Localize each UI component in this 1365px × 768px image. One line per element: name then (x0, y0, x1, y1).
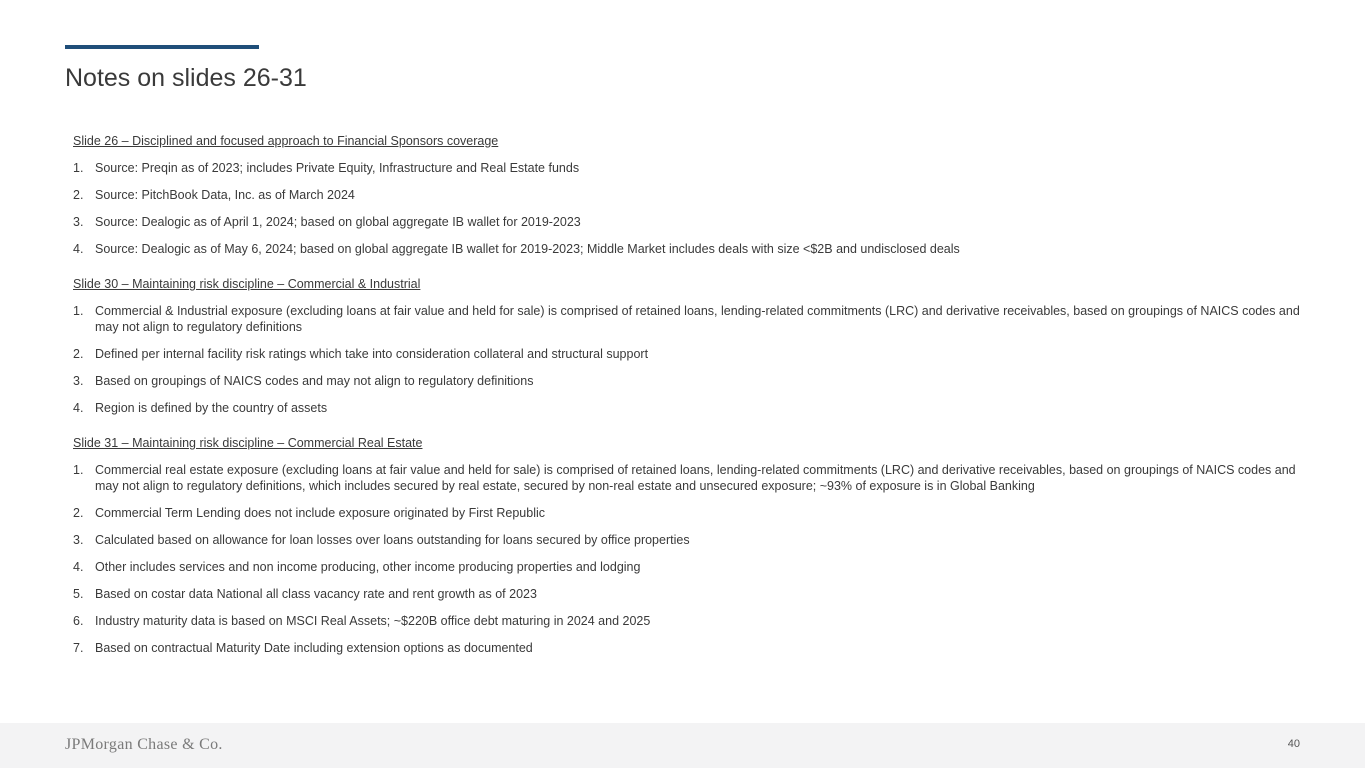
note-text: Calculated based on allowance for loan losses over loans outstanding for loans secured by office properties (95, 533, 690, 547)
note-item (73, 160, 1303, 176)
note-item (73, 187, 1303, 203)
section-heading: Slide 30 – Maintaining risk discipline – Commercial & Industrial (73, 277, 421, 291)
note-text: Based on contractual Maturity Date including extension options as documented (95, 641, 533, 655)
note-number: 3. (73, 374, 84, 388)
note-item (73, 532, 1303, 548)
note-number: 7. (73, 641, 84, 655)
note-item (73, 640, 1303, 656)
title-accent-rule (65, 45, 259, 49)
note-text: Source: Dealogic as of April 1, 2024; based on global aggregate IB wallet for 2019-2023 (95, 215, 581, 229)
note-text: Industry maturity data is based on MSCI Real Assets; ~$220B office debt maturing in 2024 and 2025 (95, 614, 651, 628)
footer-bar (0, 723, 1365, 768)
note-text: Commercial Term Lending does not include exposure originated by First Republic (95, 506, 545, 520)
note-item (73, 214, 1303, 230)
note-number: 4. (73, 242, 84, 256)
note-number: 3. (73, 533, 84, 547)
note-number: 3. (73, 215, 84, 229)
company-logo: JPMorgan Chase & Co. (65, 736, 223, 753)
note-text: Commercial & Industrial exposure (excluding loans at fair value and held for sale) is comprised of retained loans, lending-related commitments (LRC) and derivative receivables, based on groupings of NAICS codes and may not align to regulatory definitions (95, 304, 1300, 334)
note-text: Source: Dealogic as of May 6, 2024; based on global aggregate IB wallet for 2019-2023; Middle Market includes deals with size <$2B and undisclosed deals (95, 242, 960, 256)
note-item (73, 586, 1303, 602)
note-text: Other includes services and non income producing, other income producing properties and lodging (95, 560, 641, 574)
section-heading: Slide 26 – Disciplined and focused approach to Financial Sponsors coverage (73, 134, 499, 148)
note-text: Based on groupings of NAICS codes and may not align to regulatory definitions (95, 374, 534, 388)
notes-content (73, 133, 1303, 667)
notes-section-slide-30 (73, 276, 1303, 416)
note-number: 2. (73, 188, 84, 202)
note-item (73, 346, 1303, 362)
note-text: Region is defined by the country of assets (95, 401, 328, 415)
notes-section-slide-31 (73, 435, 1303, 656)
note-item (73, 559, 1303, 575)
note-number: 1. (73, 161, 84, 175)
note-item (73, 303, 1303, 335)
note-text: Based on costar data National all class vacancy rate and rent growth as of 2023 (95, 587, 537, 601)
note-text: Defined per internal facility risk ratings which take into consideration collateral and structural support (95, 347, 649, 361)
note-item (73, 462, 1303, 494)
note-item (73, 613, 1303, 629)
note-text: Commercial real estate exposure (excluding loans at fair value and held for sale) is comprised of retained loans, lending-related commitments (LRC) and derivative receivables, based on groupings of NAICS codes and may not align to regulatory definitions, which includes secured by real estate, secured by non-real estate and unsecured exposure; ~93% of exposure is in Global Banking (95, 463, 1296, 493)
section-heading: Slide 31 – Maintaining risk discipline – Commercial Real Estate (73, 436, 423, 450)
page-title: Notes on slides 26-31 (65, 64, 307, 92)
note-number: 2. (73, 506, 84, 520)
note-text: Source: Preqin as of 2023; includes Private Equity, Infrastructure and Real Estate funds (95, 161, 580, 175)
note-text: Source: PitchBook Data, Inc. as of March 2024 (95, 188, 355, 202)
note-item (73, 400, 1303, 416)
note-number: 1. (73, 463, 84, 477)
note-number: 2. (73, 347, 84, 361)
note-item (73, 505, 1303, 521)
note-item (73, 373, 1303, 389)
note-number: 4. (73, 560, 84, 574)
note-number: 6. (73, 614, 84, 628)
note-number: 4. (73, 401, 84, 415)
notes-section-slide-26 (73, 133, 1303, 257)
page-number: 40 (1287, 738, 1300, 750)
note-number: 5. (73, 587, 84, 601)
note-item (73, 241, 1303, 257)
note-number: 1. (73, 304, 84, 318)
